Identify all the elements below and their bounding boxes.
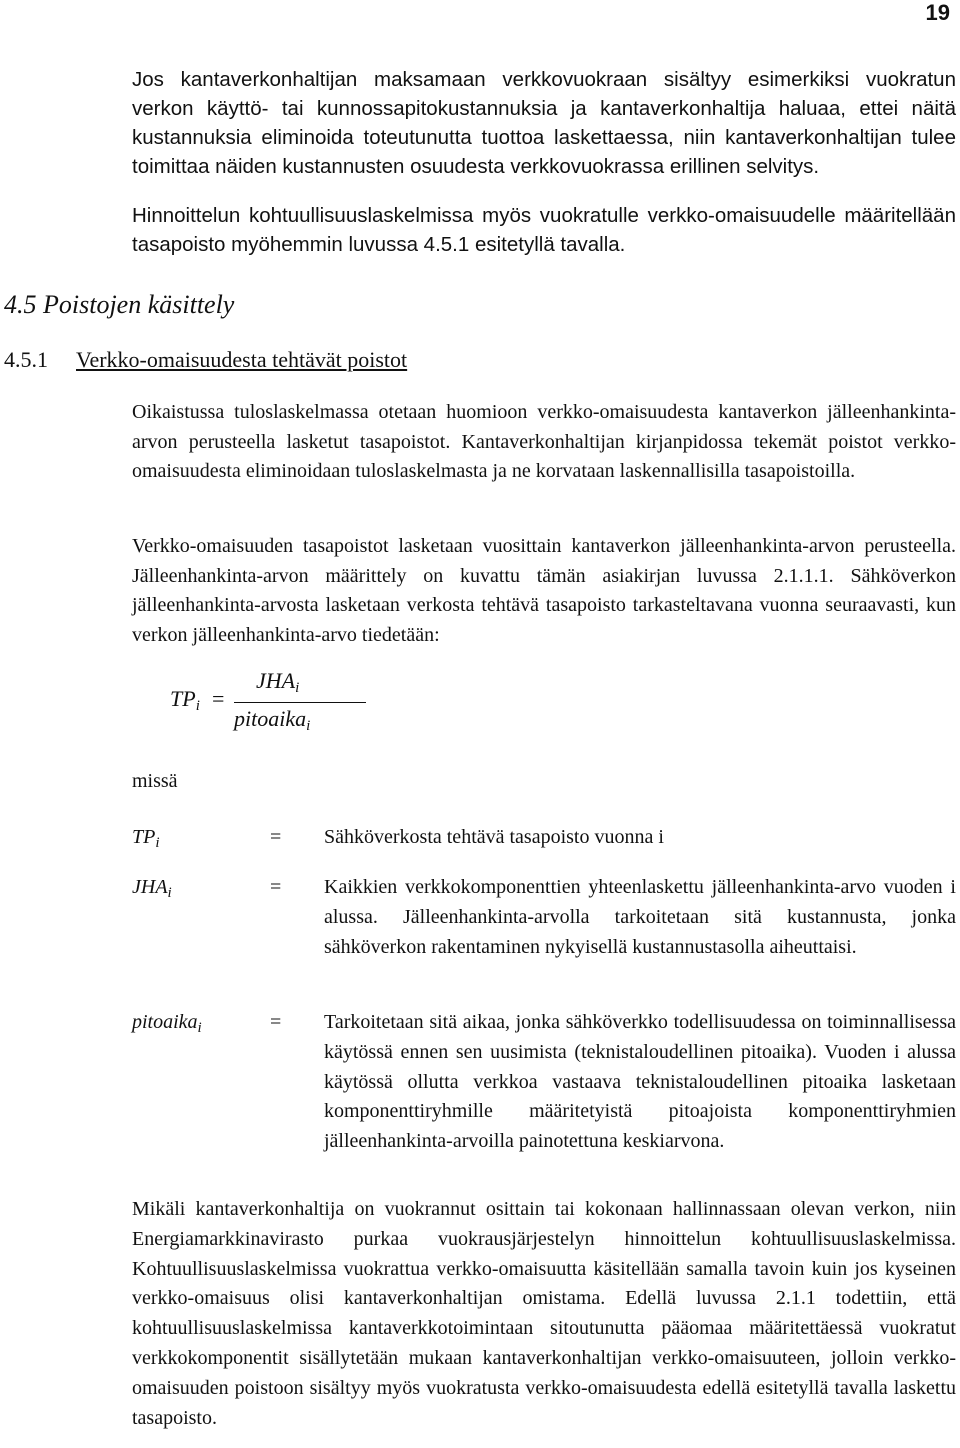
definition-equals: =: [270, 876, 282, 898]
definition-term: $JHA_i$: [132, 876, 172, 901]
paragraph-straight-line-depreciation: Verkko-omaisuuden tasapoistot lasketaan vuosittain kantaverkon jälleenhankinta-arvon perusteella. Jälleenhankinta-arvon määrittely on kuvattu tämän asiakirjan luvussa 2.1.1.1. Sähköverkon jälleenhankinta-arvosta lasketaan verkosta tehtävä tasapoisto tarkasteltavana vuonna seuraavasti, kun verkon jälleenhankinta-arvo tiedetään:: [132, 535, 956, 646]
subsection-number: 4.5.1: [4, 347, 48, 372]
definition-term: $TP_i$: [132, 826, 160, 851]
definition-text: Tarkoitetaan sitä aikaa, jonka sähköverkko todellisuudessa on toiminnallisessa käytössä ennen sen uusimista (teknistaloudellinen pitoaika). Vuoden i alussa käytössä ollutta verkkoa vastaava teknistaloudellinen pitoaika lasketaan komponenttiryhmille määritetyistä pitoajoista komponenttiryhmien jälleenhankinta-arvoilla painotettuna keskiarvona.: [324, 1011, 956, 1153]
formula-numerator: $JHA_i$: [256, 668, 300, 696]
formula-equals: =: [212, 686, 225, 711]
definition-term: pitoaika$_i$: [132, 1011, 202, 1036]
definition-equals: =: [270, 1011, 282, 1033]
paragraph-rental-costs: Jos kantaverkonhaltijan maksamaan verkkovuokraan sisältyy esimerkiksi vuokratun verkon käyttö- tai kunnossapitokustannuksia ja kantaverkonhaltija haluaa, ettei näitä kustannuksia eliminoida toteutunutta tuottoa laskettaessa, niin kantaverkonhaltijan tulee toimittaa näiden kustannusten osuudesta verkkovuokrassa erillinen selvitys.: [132, 68, 956, 178]
definition-equals: =: [270, 826, 282, 848]
paragraph-reasonableness-calculation: Hinnoittelun kohtuullisuuslaskelmissa myös vuokratulle verkko-omaisuudelle määritellään tasapoisto myöhemmin luvussa 4.5.1 esitetyllä tavalla.: [132, 204, 956, 256]
subsection-title: Verkko-omaisuudesta tehtävät poistot: [76, 347, 408, 372]
formula-denominator: pitoaika$_i$: [234, 706, 311, 734]
formula-lhs: $TP_i$: [170, 686, 200, 714]
paragraph-adjusted-income: Oikaistussa tuloslaskelmassa otetaan huomioon verkko-omaisuudesta kantaverkon jälleenhankinta-arvon perusteella lasketut tasapoistot. Kantaverkonhaltijan kirjanpidossa tekemät poistot verkko-omaisuudesta eliminoidaan tuloslaskelmasta ja ne korvataan laskennallisilla tasapoistoilla.: [132, 401, 956, 482]
fraction-bar: [234, 702, 366, 703]
definition-text: Sähköverkosta tehtävä tasapoisto vuonna i: [324, 826, 664, 848]
page-number: 19: [925, 0, 950, 25]
definition-text: Kaikkien verkkokomponenttien yhteenlaskettu jälleenhankinta-arvo vuoden i alussa. Jälleenhankinta-arvolla tarkoitetaan sitä kustannusta, jonka sähköverkon rakentaminen nykyisellä kustannustasolla aiheuttaisi.: [324, 876, 956, 958]
paragraph-rented-network: Mikäli kantaverkonhaltija on vuokrannut osittain tai kokonaan hallinnassaan olevan verkon, niin Energiamarkkinavirasto purkaa vuokrausjärjestelyn hinnoittelun kohtuullisuuslaskelmissa. Kohtuullisuuslaskelmissa vuokrattua verkko-omaisuutta käsitellään samalla tavoin kuin jos kyseinen verkko-omaisuus olisi kantaverkonhaltijan omistama. Edellä luvussa 2.1.1 todettiin, että kohtuullisuuslaskelmissa kantaverkkotoimintaan sitoutunutta pääomaa määritettäessä vuokratut verkkokomponentit sisällytetään mukaan kantaverkonhaltijan verkko-omaisuuteen, jolloin verkko-omaisuuden poistoon sisältyy myös vuokratusta verkko-omaisuudesta edellä esitetyllä tavalla laskettu tasapoisto.: [132, 1198, 956, 1429]
section-heading: 4.5 Poistojen käsittely: [4, 290, 235, 319]
where-label: missä: [132, 770, 178, 792]
